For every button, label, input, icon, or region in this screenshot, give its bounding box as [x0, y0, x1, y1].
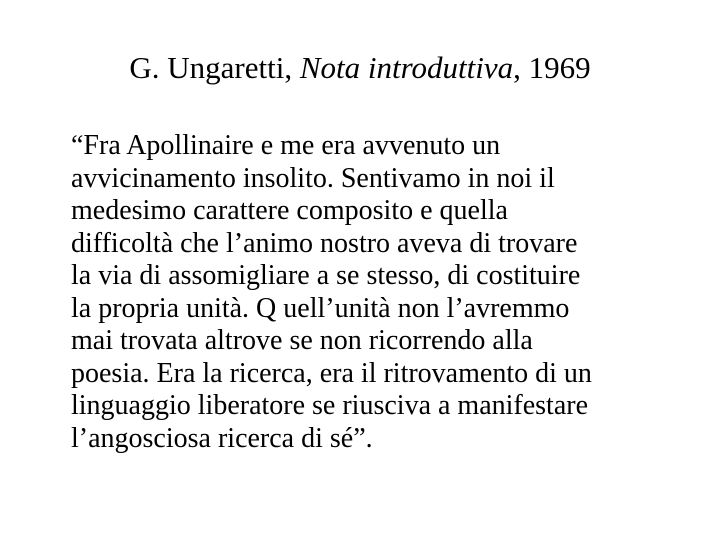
quote-line: la via di assomigliare a se stesso, di costituire [71, 260, 581, 291]
title-year: , 1969 [513, 50, 591, 85]
quote-line: poesia. Era la ricerca, era il ritrovamento di un [71, 357, 592, 389]
quote-line: l’angosciosa ricerca di sé”. [71, 422, 373, 454]
quote-line: medesimo carattere composito e quella [71, 195, 508, 226]
title-author: G. Ungaretti, [129, 50, 300, 85]
quote-line: mai trovata altrove se non ricorrendo alla [71, 325, 533, 356]
quote-line: linguaggio liberatore se riusciva a manifestare [71, 390, 589, 421]
quote-line: “Fra Apollinaire e me era avvenuto un [71, 130, 501, 161]
quote-block [71, 130, 691, 455]
quote-line: avvicinamento insolito. Sentivamo in noi il [71, 162, 555, 194]
title-work: Nota introduttiva [299, 50, 514, 85]
quote-line: difficoltà che l’animo nostro aveva di trovare [71, 227, 578, 259]
quote-line: la propria unità. Q uell’unità non l’avremmo [71, 292, 570, 324]
slide-title [0, 48, 720, 88]
